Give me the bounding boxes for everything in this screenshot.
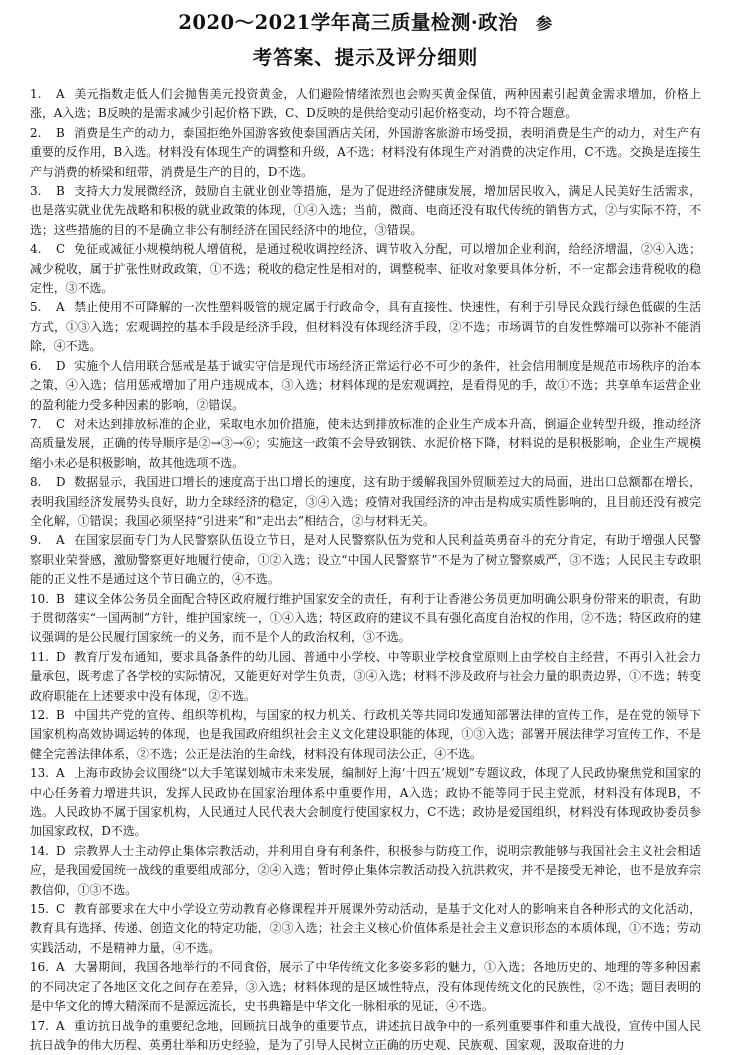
page-subtitle: 考答案、提示及评分细则 bbox=[30, 45, 701, 71]
answer-item-15 bbox=[30, 900, 701, 958]
answer-item-1 bbox=[30, 85, 701, 124]
answer-item-6 bbox=[30, 357, 701, 415]
item-answer: A bbox=[56, 958, 70, 977]
item-explanation: 宗教界人士主动停止集体宗教活动，并利用自身有利条件，积极参与防疫工作，说明宗教能够与我国社会主义社会相适应，是我国爱国统一战线的重要组成部分，②④入选；暂时停止集体宗教活动投入抗洪救灾，并不是接受无神论，也不是放弃宗教信仰，①③不选。 bbox=[30, 844, 701, 897]
item-answer: B bbox=[56, 182, 70, 201]
item-number: 2. bbox=[30, 124, 56, 143]
item-explanation: 支持大力发展微经济，鼓励自主就业创业等措施，是为了促进经济健康发展，增加居民收入，满足人民美好生活需求，也是落实就业优先战略和积极的就业政策的体现，①④入选；当前，微商、电商还没有取代传统的销售方式，②与实际不符，不选；这些措施的目的不是确立非公有制经济在国民经济中的地位，③错误。 bbox=[30, 184, 701, 237]
answer-item-2 bbox=[30, 124, 701, 182]
item-explanation: 上海市政协会议围绕“以大手笔谋划城市未来发展，编制好上海‘十四五’规划”专题议政，体现了人民政协聚焦党和国家的中心任务着力增进共识，发挥人民政协在国家治理体系中重要作用，A入选；政协不能等同于民主党派，材料没有体现B，不选。人民政协不属于国家机构，人民通过人民代表大会制度行使国家权力，C不选；政协是爱国组织，材料没有体现政协委员参加国家政权，D不选。 bbox=[30, 766, 701, 838]
item-number: 5. bbox=[30, 298, 56, 317]
item-explanation: 大暑期间，我国各地举行的不同食俗，展示了中华传统文化多姿多彩的魅力，①入选；各地历史的、地理的等多种因素的不同决定了各地区文化之间存在差异，③入选；材料体现的是区域性特点，没有体现传统文化的民族性，②不选；题目表明的是中华文化的博大精深而不是源远流长，史书典籍是中华文化一脉相承的见证，④不选。 bbox=[30, 960, 701, 1013]
answer-item-17 bbox=[30, 1017, 701, 1055]
answer-item-13 bbox=[30, 764, 701, 842]
item-answer: B bbox=[56, 124, 70, 143]
item-answer: C bbox=[56, 900, 70, 919]
answer-list bbox=[30, 85, 701, 1055]
item-answer: D bbox=[56, 357, 70, 376]
answer-item-14 bbox=[30, 842, 701, 900]
item-answer: C bbox=[56, 415, 70, 434]
item-number: 15. bbox=[30, 900, 56, 919]
answer-item-11 bbox=[30, 648, 701, 706]
item-explanation: 实施个人信用联合惩戒是基于诚实守信是现代市场经济正常运行必不可少的条件，社会信用制度是规范市场秩序的治本之策，④入选；信用惩戒增加了用户违规成本，③入选；材料体现的是宏观调控，是看得见的手，故①不选；共享单车运营企业的盈利能力受多种因素的影响，②错误。 bbox=[30, 359, 701, 412]
item-number: 11. bbox=[30, 648, 56, 667]
page-title bbox=[30, 10, 701, 37]
item-number: 13. bbox=[30, 764, 56, 783]
item-answer: D bbox=[56, 842, 70, 861]
item-explanation: 数据显示，我国进口增长的速度高于出口增长的速度，这有助于缓解我国外贸顺差过大的局面，进出口总额都在增长，表明我国经济发展势头良好，助力全球经济的稳定，③④入选；疫情对我国经济的冲击是构成实质性影响的，且目前还没有被完全化解，①错误；我国必须坚持“引进来”和“走出去”相结合，②与材料无关。 bbox=[30, 475, 701, 528]
item-answer: B bbox=[56, 590, 70, 609]
item-number: 10. bbox=[30, 590, 56, 609]
item-explanation: 免征或减征小规模纳税人增值税，是通过税收调控经济、调节收入分配，可以增加企业利润，给经济增温，②④入选；减少税收，属于扩张性财政政策，①不选；税收的稳定性是相对的，调整税率、征收对象要具体分析，不一定都会违背税收的稳定性，③不选。 bbox=[30, 242, 701, 295]
item-number: 3. bbox=[30, 182, 56, 201]
answer-item-9 bbox=[30, 531, 701, 589]
item-answer: A bbox=[56, 764, 70, 783]
item-answer: A bbox=[56, 531, 70, 550]
answer-item-8 bbox=[30, 473, 701, 531]
item-answer: A bbox=[56, 85, 70, 104]
item-answer: D bbox=[56, 648, 70, 667]
item-explanation: 在国家层面专门为人民警察队伍设立节日，是对人民警察队伍为党和人民利益英勇奋斗的充分肯定，有助于增强人民警察职业荣誉感，激励警察更好地履行使命，①②入选；设立“中国人民警察节”不是为了树立警察威严，③不选；人民民主专政职能的正义性不是通过这个节日确立的，④不选。 bbox=[30, 533, 701, 586]
item-explanation: 中国共产党的宣传、组织等机构，与国家的权力机关、行政机关等共同印发通知部署法律的宣传工作，是在党的领导下国家机构高效协调运转的体现，也是我国政府组织社会主义文化建设职能的体现，①③入选；部署开展法律学习宣传工作，不是健全完善法律体系，②不选；公正是法治的生命线，材料没有体现司法公正，④不选。 bbox=[30, 708, 701, 761]
item-number: 6. bbox=[30, 357, 56, 376]
answer-item-12 bbox=[30, 706, 701, 764]
item-number: 8. bbox=[30, 473, 56, 492]
item-explanation: 重访抗日战争的重要纪念地，回顾抗日战争的重要节点，讲述抗日战争中的一系列重要事件和重大战役，宣传中国人民抗日战争的伟大历程、英勇壮举和历史经验，是为了引导人民树立正确的历史观、民族观、国家观，汲取奋进的力 bbox=[30, 1019, 701, 1052]
title-suffix: 参 bbox=[536, 14, 553, 33]
item-number: 14. bbox=[30, 842, 56, 861]
item-number: 16. bbox=[30, 958, 56, 977]
item-explanation: 教育部要求在大中小学设立劳动教育必修课程并开展课外劳动活动，是基于文化对人的影响来自各种形式的文化活动，教育具有选择、传递、创造文化的特定功能，②③入选；社会主义核心价值体系是社会主义意识形态的本质体现，①不选；劳动实践活动，不是精神力量，④不选。 bbox=[30, 902, 701, 955]
item-number: 4. bbox=[30, 240, 56, 259]
item-explanation: 教育厅发布通知，要求具备条件的幼儿园、普通中小学校、中等职业学校食堂原则上由学校自主经营，不再引入社会力量承包，既考虑了各学校的实际情况，又能更好对学生负责，③④入选；材料不涉及政府与社会力量的职责边界，①不选；转变政府职能在上述要求中没有体现，②不选。 bbox=[30, 650, 701, 703]
answer-item-4 bbox=[30, 240, 701, 298]
item-explanation: 建议全体公务员全面配合特区政府履行维护国家安全的责任，有利于让香港公务员更加明确公职身份带来的职责，有助于贯彻落实“一国两制”方针，维护国家统一，①④入选；特区政府的建议不具有强化高度自治权的作用，②不选；特区政府的建议强调的是公民履行国家统一的义务，而不是个人的政治权利，③不选。 bbox=[30, 592, 701, 645]
item-answer: B bbox=[56, 706, 70, 725]
item-answer: A bbox=[56, 298, 70, 317]
item-number: 1. bbox=[30, 85, 56, 104]
item-number: 7. bbox=[30, 415, 56, 434]
item-answer: A bbox=[56, 1017, 70, 1036]
item-explanation: 禁止使用不可降解的一次性塑料吸管的规定属于行政命令，具有直接性、快速性，有利于引导民众践行绿色低碳的生活方式，①③入选；宏观调控的基本手段是经济手段，但材料没有体现经济手段，②不选；市场调节的自发性弊端可以弥补不能消除，④不选。 bbox=[30, 300, 701, 353]
item-number: 17. bbox=[30, 1017, 56, 1036]
title-text: 2020～2021学年高三质量检测·政治 bbox=[178, 11, 518, 34]
answer-item-16 bbox=[30, 958, 701, 1016]
item-answer: C bbox=[56, 240, 70, 259]
answer-item-3 bbox=[30, 182, 701, 240]
item-explanation: 消费是生产的动力，泰国拒绝外国游客致使泰国酒店关闭，外国游客旅游市场受损，表明消费是生产的动力，对生产有重要的反作用，B入选。材料没有体现生产的调整和升级，A不选；材料没有体现生产对消费的决定作用，C不选。交换是连接生产与消费的桥梁和纽带，消费是生产的目的，D不选。 bbox=[30, 126, 701, 179]
answer-item-10 bbox=[30, 590, 701, 648]
item-explanation: 对未达到排放标准的企业，采取电水加价措施，使未达到排放标准的企业生产成本升高，倒逼企业转型升级，推动经济高质量发展，正确的传导顺序是②→③→⑥；实施这一政策不会导致钢铁、水泥价格下降，材料说的是积极影响，企业生产规模缩小未必是积极影响，故其他选项不选。 bbox=[30, 417, 701, 470]
item-explanation: 美元指数走低人们会抛售美元投资黄金，人们避险情绪浓烈也会购买黄金保值，两种因素引起黄金需求增加，价格上涨，A入选；B反映的是需求减少引起价格下跌，C、D反映的是供给变动引起价格变动，均不符合题意。 bbox=[30, 87, 701, 120]
answer-item-5 bbox=[30, 298, 701, 356]
item-number: 9. bbox=[30, 531, 56, 550]
answer-item-7 bbox=[30, 415, 701, 473]
item-number: 12. bbox=[30, 706, 56, 725]
item-answer: D bbox=[56, 473, 70, 492]
